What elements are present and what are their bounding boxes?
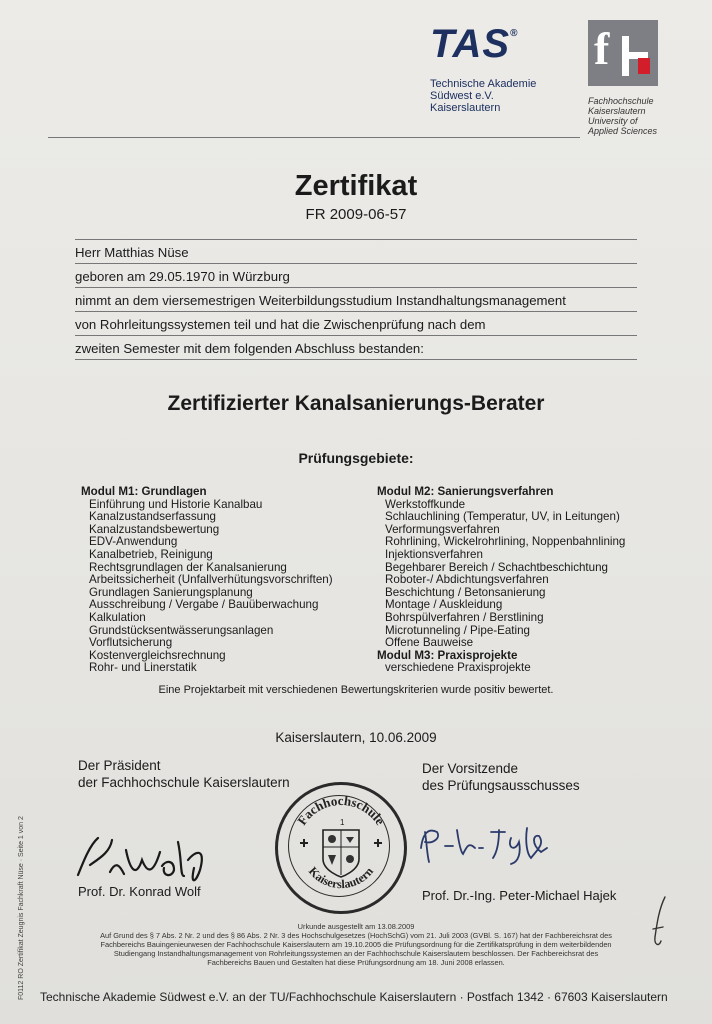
list-item: Kostenvergleichsrechnung — [89, 648, 226, 662]
module-m2-title: Modul M2: Sanierungsverfahren — [377, 485, 554, 498]
certificate-title: Zertifikat — [294, 170, 418, 202]
left-signatory-title — [78, 757, 290, 791]
list-item: Kanalbetrieb, Reinigung — [89, 547, 213, 561]
margin-signature-mark — [645, 893, 675, 953]
tas-registered-mark: ® — [510, 28, 519, 39]
vertical-document-ref: F0112 RO Zertifikat Zeugnis Fachkraft Nüse · Seite 1 von 2 — [18, 816, 25, 1000]
list-item: Montage / Auskleidung — [385, 598, 503, 612]
legal-line-1: Auf Grund des § 7 Abs. 2 Nr. 2 und des § 86 Abs. 2 Nr. 3 des Hochschulgesetzes (HochSchG) vom 21. Juli 2003 (GVBl. S. 167) hat der Fachbereichsrat des — [100, 931, 612, 940]
birth-line-text: geboren am 29.05.1970 in Würzburg — [75, 269, 290, 284]
exam-areas-heading: Prüfungsgebiete: — [298, 450, 414, 466]
footer-address: Technische Akademie Südwest e.V. an der TU/Fachhochschule Kaiserslautern · Postfach 1342 · 67603 Kaiserslautern — [40, 990, 668, 1004]
list-item: Rechtsgrundlagen der Kanalsanierung — [89, 560, 287, 574]
left-signature-image — [70, 830, 220, 890]
seal-emblem — [278, 785, 404, 911]
rule-top — [75, 239, 637, 240]
certificate-number: FR 2009-06-57 — [305, 206, 407, 223]
list-item: Kanalzustandsbewertung — [89, 522, 220, 536]
fh-text-2: Kaiserslautern — [588, 106, 646, 116]
module-m1-title: Modul M1: Grundlagen — [81, 485, 207, 498]
list-item: Begehbarer Bereich / Schachtbeschichtung — [385, 560, 608, 574]
tas-line-3: Kaiserslautern — [430, 102, 501, 114]
module-m1 — [81, 486, 333, 675]
fh-text-1: Fachhochschule — [588, 96, 654, 106]
issue-date-note: Urkunde ausgestellt am 13.08.2009 — [297, 922, 415, 931]
fh-logo-f-glyph: f — [594, 23, 610, 74]
study-line-1-text: nimmt an dem viersemestrigen Weiterbildungsstudium Instandhaltungsmanagement — [75, 293, 566, 308]
list-item: Arbeitssicherheit (Unfallverhütungsvorschriften) — [89, 573, 333, 587]
seal-top-text: Fachhochschule — [294, 792, 388, 828]
list-item: Ausschreibung / Vergabe / Bauüberwachung — [89, 598, 319, 612]
study-line-1 — [75, 293, 637, 308]
list-item: Werkstoffkunde — [385, 497, 466, 511]
list-item: EDV-Anwendung — [89, 535, 178, 549]
list-item: Grundlagen Sanierungsplanung — [89, 585, 253, 599]
place-date: Kaiserslautern, 10.06.2009 — [275, 730, 437, 745]
study-line-3-text: zweiten Semester mit dem folgenden Abschluss bestanden: — [75, 341, 424, 356]
seal-bottom-text: Kaiserslautern — [305, 864, 377, 892]
list-item: Microtunneling / Pipe-Eating — [385, 623, 531, 637]
list-item: Bohrspülverfahren / Berstlining — [385, 610, 544, 624]
left-signatory-name: Prof. Dr. Konrad Wolf — [78, 884, 201, 899]
right-signature-image — [415, 818, 555, 868]
birth-line — [75, 269, 637, 284]
legal-line-2: Fachbereichs Bauingenieurwesen der Fachhochschule Kaiserslautern am 19.10.2005 die Prüfungsordnung für die Zertifikatsprüfung in dem weiterbildenden — [100, 940, 612, 949]
list-item: verschiedene Praxisprojekte — [385, 661, 531, 675]
study-line-2-text: von Rohrleitungssystemen teil und hat die Zwischenprüfung nach dem — [75, 317, 486, 332]
list-item: Kalkulation — [89, 610, 146, 624]
list-item: Grundstücksentwässerungsanlagen — [89, 623, 274, 637]
right-signatory-title — [422, 760, 580, 794]
right-signatory-name: Prof. Dr.-Ing. Peter-Michael Hajek — [422, 888, 617, 903]
list-item: Rohrlining, Wickelrohrlining, Noppenbahnlining — [385, 535, 626, 549]
module-m2 — [377, 486, 625, 675]
legal-line-3: Studiengang Instandhaltungsmanagement von Rohrleitungssystemen an der Fachhochschule Kaiserslautern beschlossen. Der Fachbereichsrat des — [113, 949, 599, 958]
right-title-line-1: Der Vorsitzende — [422, 761, 519, 776]
degree-title: Zertifizierter Kanalsanierungs-Berater — [167, 392, 545, 415]
holder-name-text: Herr Matthias Nüse — [75, 245, 189, 260]
fh-logo-h-glyph — [622, 36, 648, 76]
list-item: Roboter-/ Abdichtungsverfahren — [385, 573, 549, 587]
module-m3-title: Modul M3: Praxisprojekte — [377, 648, 518, 662]
list-item: Beschichtung / Betonsanierung — [385, 585, 546, 599]
header-divider — [48, 137, 580, 138]
tas-logo — [430, 22, 518, 67]
official-seal — [275, 782, 407, 914]
fh-logo — [588, 20, 658, 86]
list-item: Verformungsverfahren — [385, 522, 500, 536]
tas-line-2: Südwest e.V. — [430, 90, 494, 102]
list-item: Schlauchlining (Temperatur, UV, in Leitungen) — [385, 510, 620, 524]
project-note: Eine Projektarbeit mit verschiedenen Bewertungskriterien wurde positiv bewertet. — [158, 684, 554, 696]
left-title-line-1: Der Präsident — [78, 758, 161, 773]
right-title-line-2: des Prüfungsausschusses — [422, 778, 580, 793]
list-item: Injektionsverfahren — [385, 547, 483, 561]
holder-name — [75, 245, 637, 260]
tas-logo-text: TAS — [430, 22, 511, 66]
study-line-3 — [75, 341, 637, 356]
study-line-2 — [75, 317, 637, 332]
tas-line-1: Technische Akademie — [430, 78, 537, 90]
fh-text-4: Applied Sciences — [588, 126, 658, 136]
legal-line-4: Fachbereichs Bauen und Gestalten hat diese Prüfungsordnung am 18. Juni 2008 erlassen. — [207, 958, 505, 967]
list-item: Offene Bauweise — [385, 636, 474, 650]
list-item: Rohr- und Linerstatik — [89, 661, 197, 675]
left-title-line-2: der Fachhochschule Kaiserslautern — [78, 775, 290, 790]
list-item: Vorflutsicherung — [89, 636, 173, 650]
list-item: Einführung und Historie Kanalbau — [89, 497, 263, 511]
fh-text-3: University of — [588, 116, 638, 126]
list-item: Kanalzustandserfassung — [89, 510, 216, 524]
seal-number: 1 — [340, 818, 345, 827]
